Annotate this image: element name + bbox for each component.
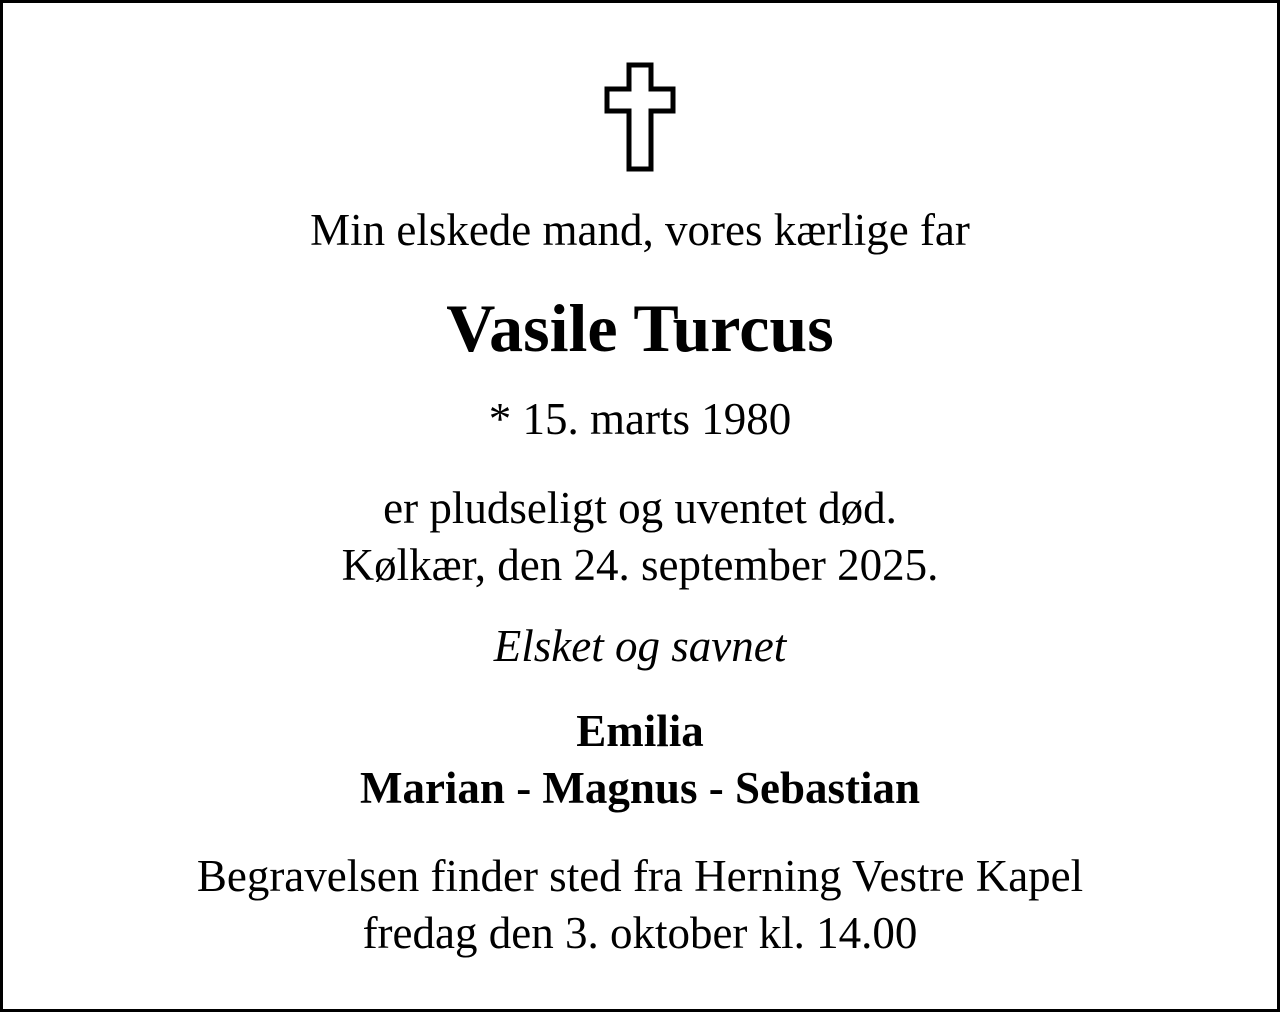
funeral-datetime-line: fredag den 3. oktober kl. 14.00 xyxy=(362,908,918,958)
funeral-block xyxy=(197,848,1083,962)
mourner-line-1: Emilia xyxy=(576,706,704,756)
latin-cross-icon xyxy=(604,65,676,169)
death-block xyxy=(342,480,939,594)
death-statement-line: er pludseligt og uventet død. xyxy=(383,483,897,533)
mourner-line-2: Marian - Magnus - Sebastian xyxy=(359,763,921,813)
deceased-name: Vasile Turcus xyxy=(446,290,834,366)
death-notice xyxy=(3,3,1277,1009)
intro-line: Min elskede mand, vores kærlige far xyxy=(310,205,970,255)
death-place-date-line: Kølkær, den 24. september 2025. xyxy=(341,540,939,590)
mourners-block xyxy=(360,703,920,817)
funeral-location-line: Begravelsen finder sted fra Herning Vestre Kapel xyxy=(196,851,1084,901)
birth-date-line: * 15. marts 1980 xyxy=(488,394,792,444)
farewell-line: Elsket og savnet xyxy=(493,621,787,671)
